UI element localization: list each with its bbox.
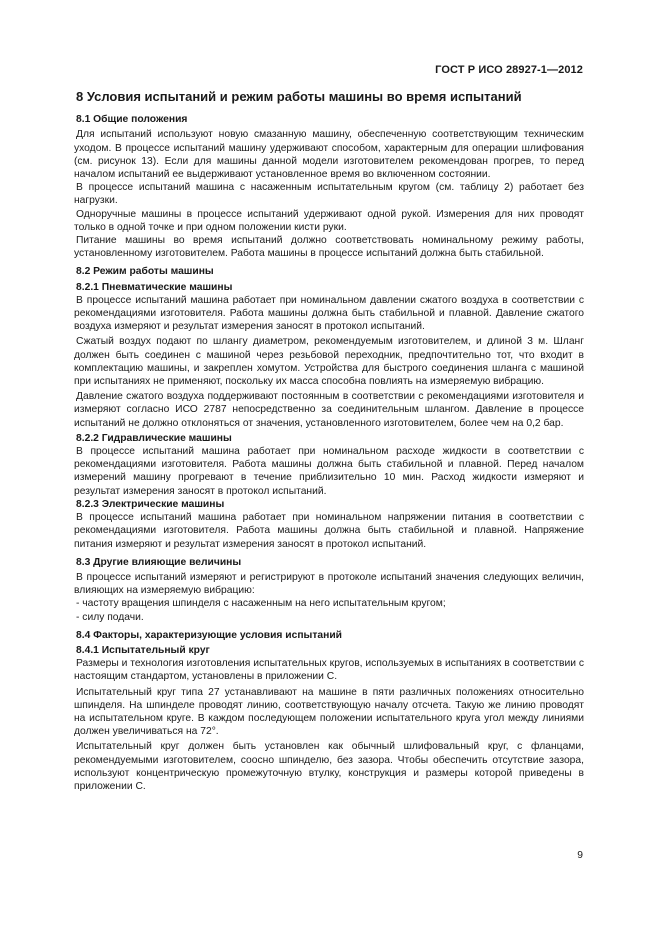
paragraph: В процессе испытаний машина с насаженным испытательным кругом (см. таблицу 2) работает без нагрузки. (74, 182, 584, 207)
section-title: 8 Условия испытаний и режим работы машины во время испытаний (76, 89, 522, 104)
list-item: - силу подачи. (76, 611, 144, 623)
paragraph: Испытательный круг типа 27 устанавливают на машине в пяти различных положениях относительно шпинделя. На шпинделе проводят линию, соответствующую началу отсчета. Такую же линию проводят на испытательном круге. В каждом последующем положении испытательного круга угол между линиями должен увеличиваться на 72°. (74, 686, 584, 738)
subsection-heading-8-3: 8.3 Другие влияющие величины (76, 556, 242, 568)
subsection-heading-8-4-1: 8.4.1 Испытательный круг (76, 644, 210, 656)
paragraph: Сжатый воздух подают по шлангу диаметром, рекомендуемым изготовителем, и длиной 3 м. Шланг должен быть соединен с машиной через резьбовой переходник, предпочтительно тот, что входит в комплектацию машины, и закреплен хомутом. Устройства для быстрого соединения шланга с машиной при испытаниях не применяют, поскольку их масса способна повлиять на измеряемую вибрацию. (74, 336, 584, 388)
paragraph: Размеры и технология изготовления испытательных кругов, используемых в испытаниях в соответствии с настоящим стандартом, установлены в приложении С. (74, 658, 584, 683)
subsection-heading-8-2-2: 8.2.2 Гидравлические машины (76, 432, 232, 444)
paragraph: В процессе испытаний машина работает при номинальном напряжении питания в соответствии с рекомендациями изготовителя. Работа машины должна быть стабильной и плавной. Напряжение питания измеряют и результат измерения заносят в протокол испытаний. (74, 512, 584, 550)
page-content (74, 90, 584, 793)
subsection-heading-8-1: 8.1 Общие положения (76, 114, 188, 126)
paragraph: Для испытаний используют новую смазанную машину, обеспеченную соответствующим техническим уходом. В процессе испытаний машину удерживают способом, характерным для операции шлифования (см. рисунок 13). Если для машины данной модели изготовителем рекомендован прогрев, то перед началом испытаний ее выдерживают установленное время во включенном состоянии. (74, 129, 584, 181)
page-number: 9 (577, 850, 583, 861)
subsection-heading-8-2-1: 8.2.1 Пневматические машины (76, 281, 233, 293)
list-item: - частоту вращения шпинделя с насаженным на него испытательным кругом; (76, 598, 446, 610)
influencing-quantities-list (74, 597, 584, 623)
paragraph: В процессе испытаний измеряют и регистрируют в протоколе испытаний значения следующих величин, влияющих на измеряемую вибрацию: (74, 571, 584, 597)
paragraph: Давление сжатого воздуха поддерживают постоянным в соответствии с рекомендациями изготовителя и измеряют согласно ИСО 2787 непосредственно за соединительным шлангом. Давление в процессе испытаний не должно отклоняться от значения, установленного изготовителем, более чем на 0,2 бар. (74, 391, 584, 429)
subsection-heading-8-4: 8.4 Факторы, характеризующие условия испытаний (76, 629, 342, 641)
paragraph: В процессе испытаний машина работает при номинальном расходе жидкости в соответствии с рекомендациями изготовителя. Работа машины должна быть стабильной и плавной. Перед началом измерений машину прогревают в течение приблизительно 10 мин. Расход жидкости измеряют и результат измерения заносят в протокол испытаний. (74, 446, 584, 497)
subsection-heading-8-2: 8.2 Режим работы машины (76, 266, 214, 278)
standard-code-header: ГОСТ Р ИСО 28927-1—2012 (435, 64, 583, 76)
paragraph: Испытательный круг должен быть установлен как обычный шлифовальный круг, с фланцами, рекомендуемыми изготовителем, соосно шпинделю, без зазора. Чтобы обеспечить отсутствие зазора, используют концентрическую промежуточную втулку, конструкция и размеры которой приведены в приложении С. (74, 741, 584, 792)
paragraph: Одноручные машины в процессе испытаний удерживают одной рукой. Измерения для них проводят только в одной точке и при одном положении кисти руки. (74, 208, 584, 233)
paragraph: Питание машины во время испытаний должно соответствовать номинальному режиму работы, установленному изготовителем. Работа машины в процессе испытаний должна быть стабильной. (74, 235, 584, 260)
paragraph: В процессе испытаний машина работает при номинальном давлении сжатого воздуха в соответствии с рекомендациями изготовителя. Работа машины должна быть стабильной и плавной. Давление сжатого воздуха измеряют и результат измерения заносят в протокол испытаний. (74, 294, 584, 333)
subsection-heading-8-2-3: 8.2.3 Электрические машины (76, 498, 225, 510)
